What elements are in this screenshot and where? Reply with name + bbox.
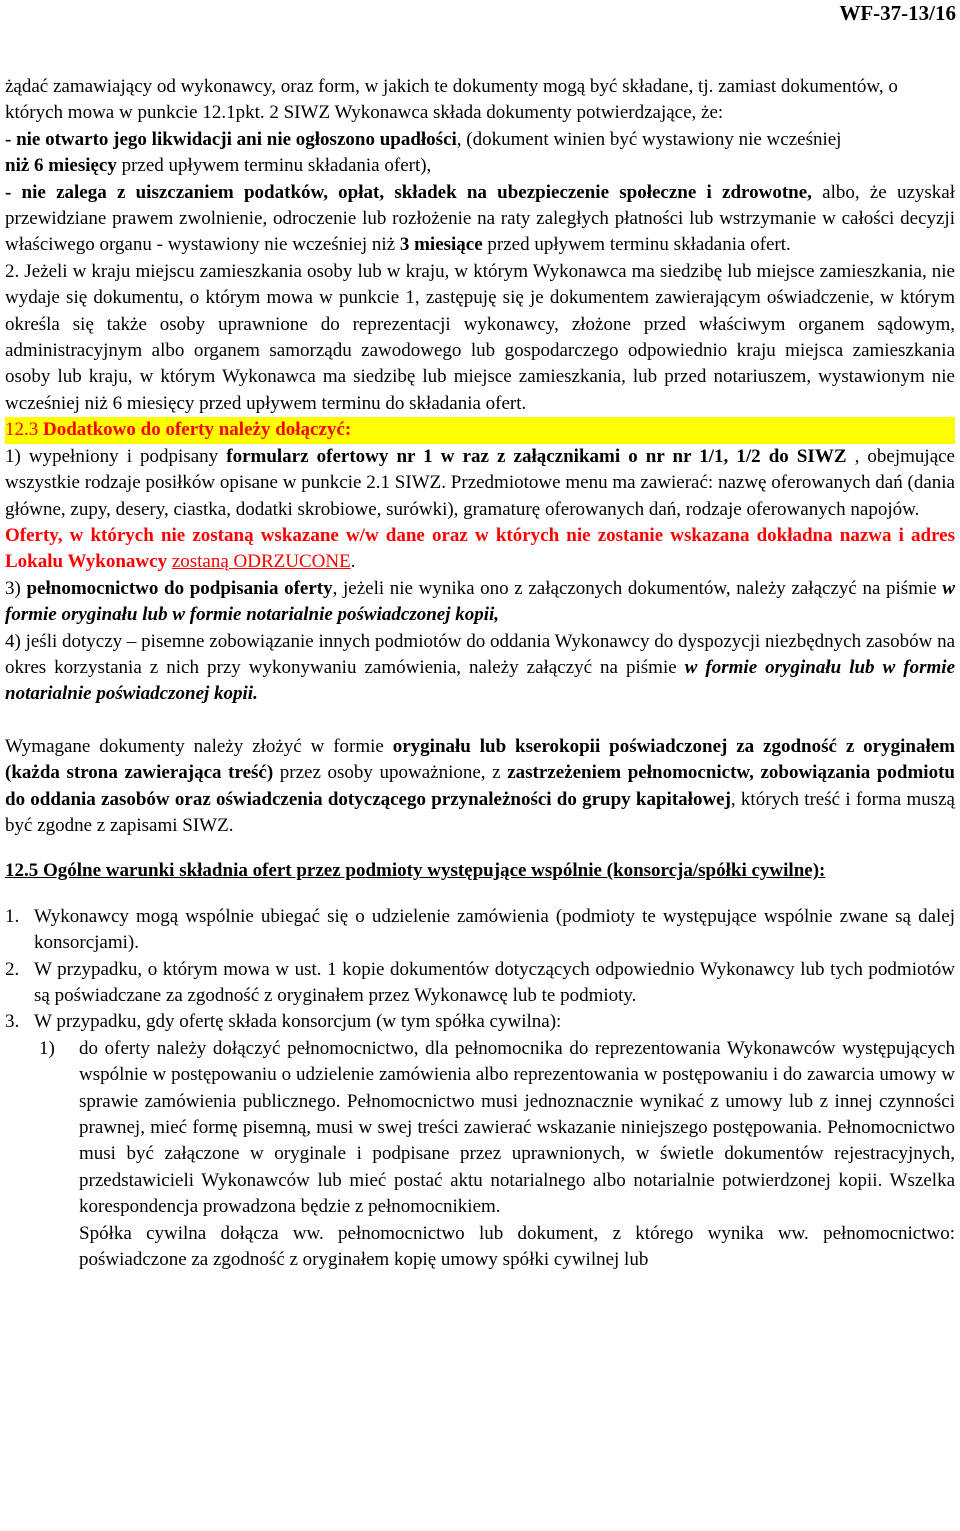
paragraph-intro: żądać zamawiający od wykonawcy, oraz form, w jakich te dokumenty mogą być składane, tj. zamiast dokumentów, o których mowa w punkcie 12.1pkt. 2 SIWZ Wykonawca składa dokumenty potwierdzające, że: - nie otwarto jego likwidacji ani nie ogłoszono upadłości, (dokument winien być wystawiony nie wcześniej niż 6 miesięcy przed upływem terminu składania ofert), xyxy=(5,76,898,177)
section-12-3-heading: 12.3 Dodatkowo do oferty należy dołączyć: xyxy=(5,417,955,443)
paragraph-required-documents: Wymagane dokumenty należy złożyć w formie oryginału lub kserokopii poświadczonej za zgodność z oryginałem (każda strona zawierająca treść) przez osoby upoważnione, z zastrzeżeniem pełnomocnictw, zobowiązania podmiotu do oddania zasobów oraz oświadczenia dotyczącego przynależności do grupy kapitałowej, których treść i forma muszą być zgodne z zapisami SIWZ. xyxy=(5,735,955,836)
paragraph-taxes: - nie zalega z uiszczaniem podatków, opłat, składek na ubezpieczenie społeczne i zdrowotne, albo, że uzyskał przewidziane prawem zwolnienie, odroczenie lub rozłożenie na raty zaległych płatności lub wstrzymanie w całości decyzji właściwego organu - wystawiony nie wcześniej niż 3 miesiące przed upływem terminu składania ofert. xyxy=(5,181,956,256)
paragraph-power-of-attorney: 3) pełnomocnictwo do podpisania oferty, jeżeli nie wynika ono z załączonych dokumentów, należy załączyć na piśmie w formie oryginału lub w formie notarialnie poświadczonej kopii, xyxy=(5,577,956,626)
paragraph-civil-partnership: Spółka cywilna dołącza ww. pełnomocnictwo lub dokument, z którego wynika ww. pełnomocnictwo: poświadczone za zgodność z oryginałem kopię umowy spółki cywilnej lub xyxy=(79,1222,955,1271)
list-item: 3. W przypadku, gdy ofertę składa konsorcjum (w tym spółka cywilna): xyxy=(5,1011,562,1033)
paragraph-offer-form: 1) wypełniony i podpisany formularz ofertowy nr 1 w raz z załącznikami o nr nr 1/1, 1/2 do SIWZ , obejmujące wszystkie rodzaje posiłków opisane w punkcie 2.1 SIWZ. Przedmiotowe menu ma zawierać: nazwę oferowanych dań (dania główne, zupy, desery, ciastka, dodatki skrobiowe, surówki), gramaturę oferowanych dań, rodzaje oferowanych napojów. xyxy=(5,445,955,520)
sub-list-item: 1) do oferty należy dołączyć pełnomocnictwo, dla pełnomocnika do reprezentowania Wykonawców występujących wspólnie w postępowaniu o udzielenie zamówienia albo reprezentowania w postępowaniu i do zawarcia umowy w sprawie zamówienia publicznego. Pełnomocnictwo musi jednoznacznie wynikać z umowy lub z innej czynności prawnej, mieć formę pisemną, musi w swej treści zawierać wskazanie niniejszego postępowania. Pełnomocnictwo musi być załączone w oryginale i podpisane przez uprawnionych, w świetle dokumentów rejestracyjnych, przedstawicieli Wykonawców lub mieć postać aktu notarialnego albo notarialnie potwierdzonej kopii. Wszelka korespondencja prowadzona będzie z pełnomocnikiem. xyxy=(39,1037,955,1218)
section-12-5-heading: 12.5 Ogólne warunki składnia ofert przez podmioty występujące wspólnie (konsorcja/spółki cywilne): xyxy=(5,860,826,882)
paragraph-foreign-docs: 2. Jeżeli w kraju miejscu zamieszkania osoby lub w kraju, w którym Wykonawca ma siedzibę lub miejsce zamieszkania, nie wydaje się dokumentu, o którym mowa w punkcie 1, zastępuję się je dokumentem zawierającym oświadczenie, w którym określa się także osoby uprawnione do reprezentacji wykonawcy, złożone przed właściwym organem sądowym, administracyjnym albo organem samorządu zawodowego lub gospodarczego odpowiednio kraju miejsca zamieszkania osoby lub kraju, w którym Wykonawca ma siedzibę lub miejsce zamieszkania, lub przed notariuszem, wystawionym nie wcześniej niż 6 miesięcy przed upływem terminu do składania ofert. xyxy=(5,260,955,414)
paragraph-rejection-warning: Oferty, w których nie zostaną wskazane w/w dane oraz w których nie zostanie wskazana dokładna nazwa i adres Lokalu Wykonawcy zostaną ODRZUCONE. xyxy=(5,524,955,573)
paragraph-third-party-commitment: 4) jeśli dotyczy – pisemne zobowiązanie innych podmiotów do oddania Wykonawcy do dyspozycji niezbędnych zasobów na okres korzystania z nich przy wykonywaniu zamówienia, należy załączyć na piśmie w formie oryginału lub w formie notarialnie poświadczonej kopii. xyxy=(5,630,955,705)
list-item: 1. Wykonawcy mogą wspólnie ubiegać się o udzielenie zamówienia (podmioty te występujące wspólnie zwane są dalej konsorcjami). xyxy=(5,905,955,954)
document-body xyxy=(5,74,955,1273)
list-item: 2. W przypadku, o którym mowa w ust. 1 kopie dokumentów dotyczących odpowiednio Wykonawcy lub tych podmiotów są poświadczane za zgodność z oryginałem przez Wykonawcę lub te podmioty. xyxy=(5,958,955,1006)
document-id: WF-37-13/16 xyxy=(839,1,956,25)
